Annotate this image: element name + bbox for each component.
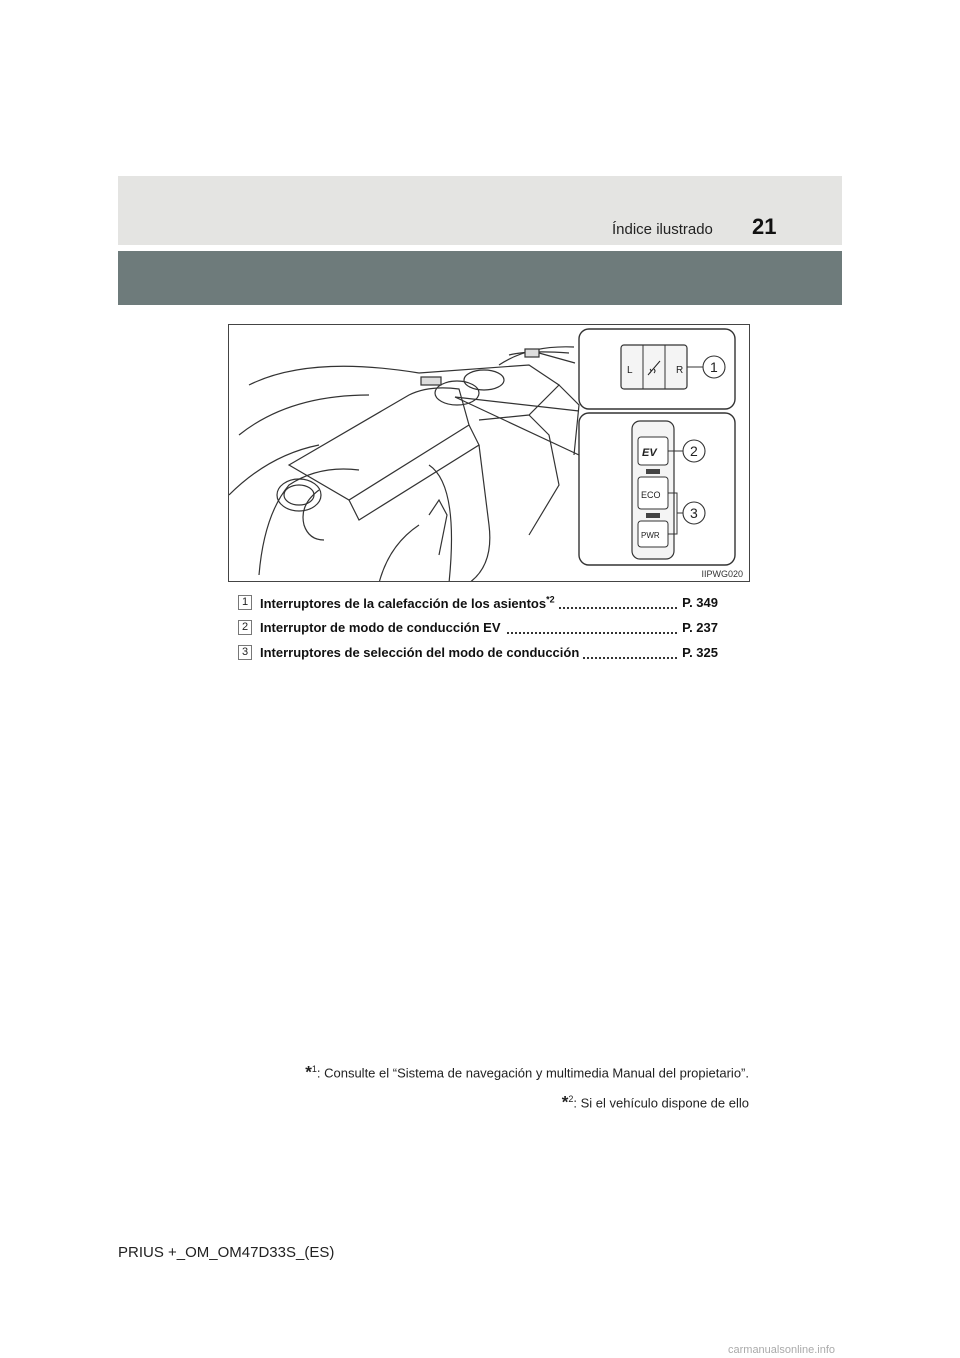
legend-label (260, 645, 583, 660)
footnote-marker: *2 (546, 595, 555, 605)
legend-item (238, 592, 742, 614)
footnotes (305, 1056, 749, 1117)
legend-number: 3 (238, 645, 252, 660)
seat-heater-left-label: L (627, 365, 633, 376)
legend-label-text: Interruptores de la calefacción de los asientos (260, 596, 547, 612)
svg-text:3: 3 (690, 505, 698, 521)
watermark: carmanualsonline.info (728, 1344, 836, 1356)
legend-label-text: Interruptor de modo de conducción EV (260, 620, 505, 635)
console-drawing (229, 325, 750, 582)
page-reference-link[interactable]: P. 325 (678, 645, 718, 660)
page-reference-link[interactable]: P. 237 (678, 620, 718, 635)
footnote-1: *$^1$: Consulte el “Sistema de navegación y multimedia Manual del propietario”. (305, 1062, 749, 1082)
legend-number: 1 (238, 595, 252, 610)
eco-switch-label: ECO (641, 490, 661, 500)
legend-label (260, 595, 559, 611)
legend-item (238, 617, 742, 639)
legend-item (238, 642, 742, 664)
ev-switch-label: EV (642, 447, 657, 459)
figure-code: IIPWG020 (701, 569, 743, 579)
page-header-band (118, 176, 842, 245)
legend-number: 2 (238, 620, 252, 635)
legend-label (260, 620, 505, 635)
document-code: PRIUS +_OM_OM47D33S_(ES) (118, 1244, 335, 1261)
page-reference-link[interactable]: P. 349 (678, 595, 718, 610)
legend-label-text: Interruptores de selección del modo de conducción (260, 645, 583, 660)
svg-text:1: 1 (710, 359, 718, 375)
svg-text:2: 2 (690, 443, 698, 459)
section-title: Índice ilustrado (612, 221, 713, 238)
page-number: 21 (752, 214, 777, 239)
seat-heater-right-label: R (676, 365, 684, 376)
console-illustration (228, 324, 750, 582)
footnote-2: *$^2$: Si el vehículo dispone de ello (561, 1092, 749, 1112)
section-divider-band (118, 251, 842, 305)
pwr-switch-label: PWR (641, 531, 660, 540)
